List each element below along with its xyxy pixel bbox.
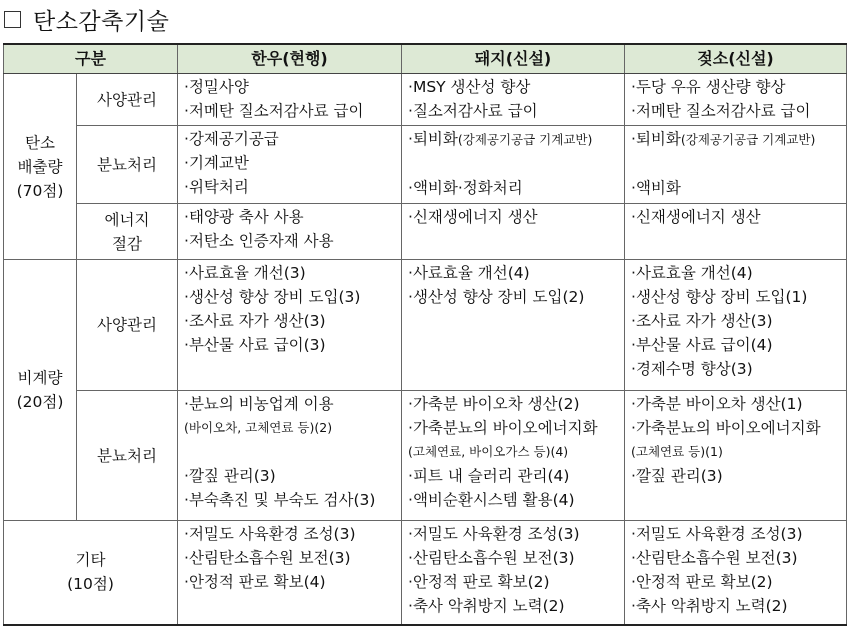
cell-pig: ·MSY 생산성 향상 ·질소저감사료 급이 [402,74,625,126]
cell-pig: ·퇴비화(강제공기공급 기계교반) ·액비화·정화처리 [402,126,625,204]
table-row [4,260,847,391]
cell-dairy: ·두당 우유 생산량 향상 ·저메탄 질소저감사료 급이 [625,74,847,126]
sub-label: 사양관리 [77,74,178,126]
cell-hanwoo: ·분뇨의 비농업계 이용 (바이오차, 고체연료 등)(2) ·깔짚 관리(3) ·부숙촉진 및 부숙도 검사(3) [178,391,402,521]
table-row [4,126,847,204]
sub-label: 분뇨처리 [77,391,178,521]
cell-hanwoo: ·강제공기공급 ·기계교반 ·위탁처리 [178,126,402,204]
header-hanwoo: 한우(현행) [178,44,402,74]
cell-pig: ·가축분 바이오차 생산(2) ·가축분뇨의 바이오에너지화 (고체연료, 바이오가스 등)(4) ·피트 내 슬러리 관리(4) ·액비순환시스템 활용(4) [402,391,625,521]
header-row [4,44,847,74]
table-row [4,74,847,126]
cell-hanwoo: ·정밀사양 ·저메탄 질소저감사료 급이 [178,74,402,126]
cell-dairy: ·신재생에너지 생산 [625,204,847,260]
header-category: 구분 [4,44,178,74]
cell-pig: ·사료효율 개선(4) ·생산성 향상 장비 도입(2) [402,260,625,391]
section-title [4,4,169,34]
sub-label: 에너지 절감 [77,204,178,260]
title-text: 탄소감축기술 [33,8,170,35]
cell-dairy: ·가축분 바이오차 생산(1) ·가축분뇨의 바이오에너지화 (고체연료 등)(1) ·깔짚 관리(3) [625,391,847,521]
group-label-emission: 탄소 배출량 (70점) [4,74,77,260]
cell-hanwoo: ·저밀도 사육환경 조성(3) ·산림탄소흡수원 보전(3) ·안정적 판로 확보(4) [178,521,402,625]
sub-label: 사양관리 [77,260,178,391]
cell-hanwoo: ·사료효율 개선(3) ·생산성 향상 장비 도입(3) ·조사료 자가 생산(3) ·부산물 사료 급이(3) [178,260,402,391]
cell-pig: ·저밀도 사육환경 조성(3) ·산림탄소흡수원 보전(3) ·안정적 판로 확보(2) ·축사 악취방지 노력(2) [402,521,625,625]
header-pig: 돼지(신설) [402,44,625,74]
group-label-other: 기타 (10점) [4,521,178,625]
table-row [4,391,847,521]
group-label-nonmeasure: 비계량 (20점) [4,260,77,521]
cell-dairy: ·퇴비화(강제공기공급 기계교반) ·액비화 [625,126,847,204]
carbon-reduction-table [3,43,847,626]
table-row [4,204,847,260]
cell-dairy: ·사료효율 개선(4) ·생산성 향상 장비 도입(1) ·조사료 자가 생산(3) ·부산물 사료 급이(4) ·경제수명 향상(3) [625,260,847,391]
table-row [4,521,847,625]
header-dairy: 젖소(신설) [625,44,847,74]
sub-label: 분뇨처리 [77,126,178,204]
checkbox-square-icon [4,11,21,28]
cell-hanwoo: ·태양광 축사 사용 ·저탄소 인증자재 사용 [178,204,402,260]
cell-dairy: ·저밀도 사육환경 조성(3) ·산림탄소흡수원 보전(3) ·안정적 판로 확보(2) ·축사 악취방지 노력(2) [625,521,847,625]
cell-pig: ·신재생에너지 생산 [402,204,625,260]
